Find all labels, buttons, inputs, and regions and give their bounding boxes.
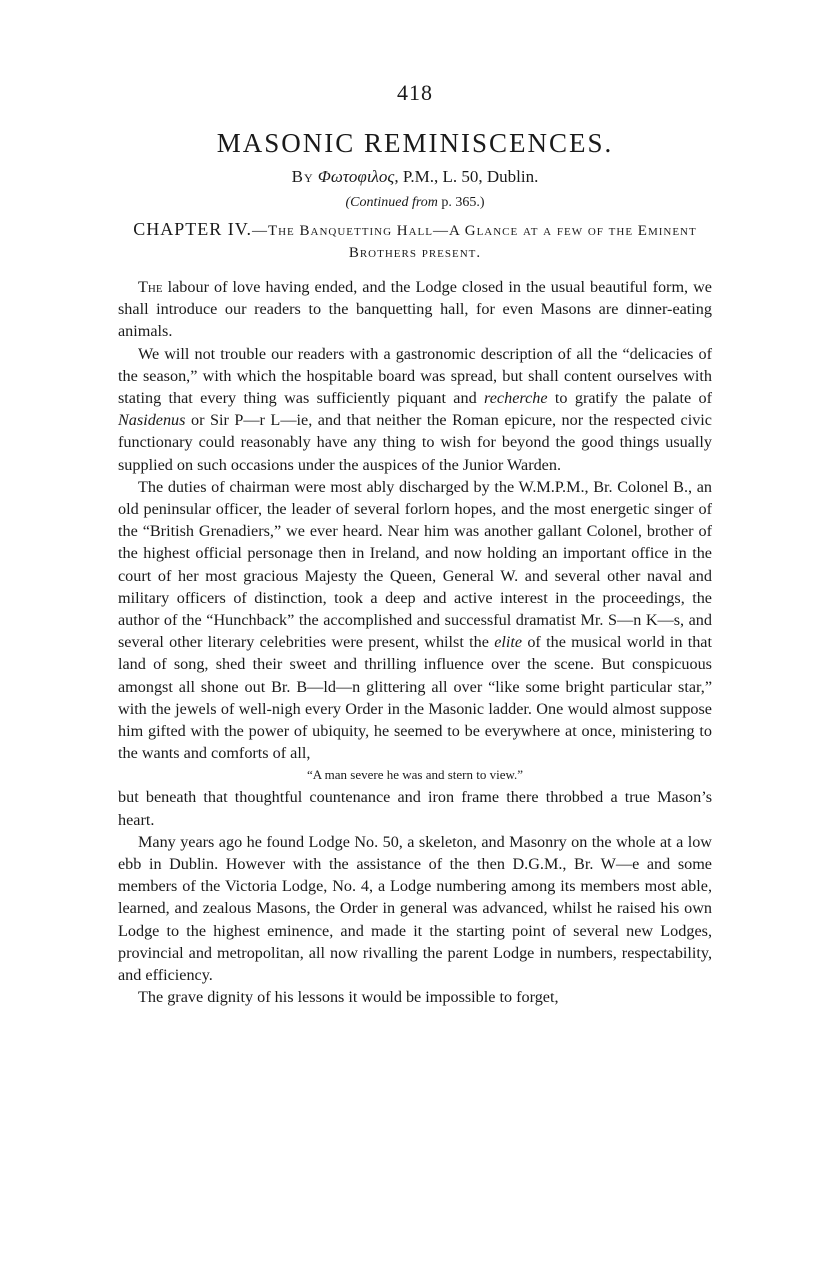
byline-by: By xyxy=(291,167,314,186)
paragraph xyxy=(118,276,712,343)
page-number: 418 xyxy=(397,80,433,105)
chapter-heading xyxy=(118,219,712,264)
paragraph xyxy=(118,476,712,765)
italic-word: elite xyxy=(494,633,523,652)
paragraph-text: We will not trouble our readers with a gastronomic description of all the “delicacies of the season,” with which the hospitable board was spread, but shall content ourselves with stating that every thing was sufficiently piquant and xyxy=(118,344,712,408)
continuation-note xyxy=(118,195,712,211)
continuation-rest: p. 365.) xyxy=(437,195,485,210)
chapter-subtitle: —The Banquetting Hall—A Glance at a few of the Eminent Brothers present. xyxy=(251,223,697,261)
chapter-number: CHAPTER IV. xyxy=(133,219,252,239)
paragraph: The grave dignity of his lessons it would be impossible to forget, xyxy=(138,988,559,1007)
paragraph-text: The duties of chairman were most ably discharged by the W.M.P.M., Br. Colonel B., an old peninsular officer, the leader of several forlorn hopes, and the most energetic singer of the “British Grenadiers,” we ever heard. Near him was another gallant Colonel, brother of the highest official personage then in Ireland, and now holding an important office in the court of her most gracious Majesty the Queen, General W. and several other naval and military officers of distinction, took a deep and active interest in the proceedings, the author of the “Hunchback” the accomplished and successful dramatist Mr. S—n K—s, and several other literary celebrities were present, whilst the xyxy=(118,477,712,652)
paragraph: Many years ago he found Lodge No. 50, a skeleton, and Masonry on the whole at a low ebb in Dublin. However with the assistance of the then D.G.M., Br. W—e and some members of the Victoria Lodge, No. 4, a Lodge numbering among its members most able, learned, and zealous Masons, the Order in general was advanced, whilst he raised his own Lodge to the highest eminence, and made it the starting point of several new Lodges, provincial and metropolitan, all now rivalling the parent Lodge in numbers, respectability, and efficiency. xyxy=(118,832,712,985)
paragraph-text: or Sir P—r L—ie, and that neither the Roman epicure, nor the respected civic functionary could reasonably have any thing to wish for beyond the good things usually supplied on such occasions under the auspices of the Junior Warden. xyxy=(118,411,712,474)
page xyxy=(118,80,712,1009)
byline-author: Φωτοφιλος xyxy=(317,167,395,186)
paragraph: but beneath that thoughtful countenance and iron frame there throbbed a true Mason’s heart. xyxy=(118,788,712,829)
paragraph xyxy=(118,343,712,476)
paragraph-text: labour of love having ended, and the Lodge closed in the usual beautiful form, we shall introduce our readers to the banquetting hall, for even Masons are dinner-eating animals. xyxy=(118,278,712,341)
paragraph-text: of the musical world in that land of song, shed their sweet and thrilling influence over the scene. But conspicuous amongst all shone out Br. B—ld—n glittering all over “like some bright particular star,” with the jewels of well-nigh every Order in the Masonic ladder. One would almost suppose him gifted with the power of ubiquity, he seemed to be everywhere at once, ministering to the wants and comforts of all, xyxy=(118,633,712,763)
byline xyxy=(118,167,712,187)
verse-quote: “A man severe he was and stern to view.” xyxy=(306,767,524,783)
paragraph-text: to gratify the palate of xyxy=(547,389,712,408)
article-body xyxy=(118,276,712,1009)
article-title: MASONIC REMINISCENCES. xyxy=(216,128,614,158)
italic-word: Nasidenus xyxy=(118,411,186,430)
italic-word: recherche xyxy=(484,389,548,408)
drop-word: The xyxy=(138,278,163,296)
byline-rest: , P.M., L. 50, Dublin. xyxy=(394,167,539,186)
continuation-italic: (Continued from xyxy=(345,195,438,210)
